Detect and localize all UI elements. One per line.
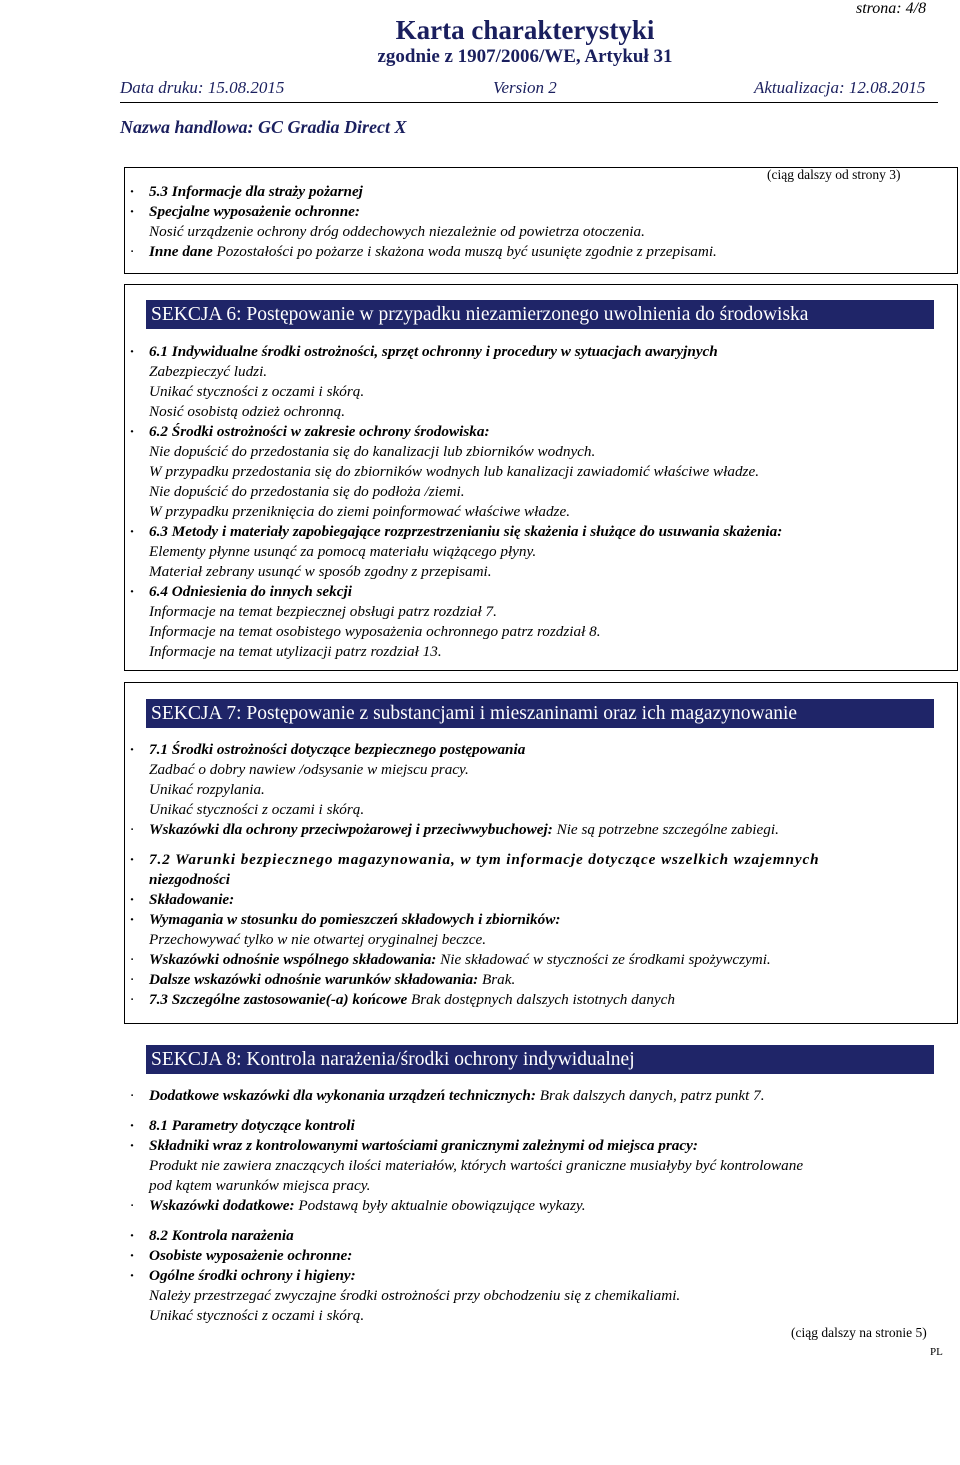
- product-name: Nazwa handlowa: GC Gradia Direct X: [120, 117, 407, 137]
- section-6-2-heading: 6.2 Środki ostrożności w zakresie ochrony środowiska:: [149, 423, 490, 440]
- section-6-banner: SEKCJA 6: Postępowanie w przypadku niezamierzonego uwolnienia do środowiska: [146, 300, 934, 329]
- section-6-3-heading: 6.3 Metody i materiały zapobiegające rozprzestrzenianiu się skażenia i służące do usuwania skażenia:: [149, 523, 783, 540]
- special-equipment-label: Specjalne wyposażenie ochronne:: [149, 203, 360, 220]
- section-6-text: Informacje na temat bezpiecznej obsługi patrz rozdział 7.: [149, 603, 497, 620]
- section-7-content: · 7.1 Środki ostrożności dotyczące bezpiecznego postępowania Zadbać o dobry nawiew /odsysanie w miejscu pracy. Unikać rozpylania. Unikać styczności z oczami i skórą. · Wskazówki dla ochrony przeciwpożarowej i przeciwwybuchowej: Nie są potrzebne szczególne zabiegi. · 7.2 Warunki bezpiecznego magazynowania, w tym informacje dotyczące wszelkich wzajemnych niezgodności · Składowanie: · Wymagania w stosunku do pomieszczeń składowych i zbiorników: Przechowywać tylko w nie otwartej oryginalnej beczce. · Wskazówki odnośnie wspólnego składowania: Nie składować w styczności ze środkami spożywczymi. · Dalsze wskazówki odnośnie warunków składowania: Brak. · 7.3 Szczególne zastosowanie(-a) końcowe Brak dostępnych dalszych istotnych danych: [130, 741, 820, 1008]
- header-divider: [120, 102, 938, 103]
- section-7-text: Unikać styczności z oczami i skórą.: [149, 801, 365, 818]
- section-6-text: Nosić osobistą odzież ochronną.: [149, 403, 346, 420]
- section-6-text: Nie dopuścić do przedostania się do kanalizacji lub zbiorników wodnych.: [149, 443, 596, 460]
- continued-on: (ciąg dalszy na stronie 5): [791, 1325, 927, 1340]
- other-data-text: Pozostałości po pożarze i skażona woda muszą być usunięte zgodnie z przepisami.: [212, 243, 717, 260]
- section-5-text: Nosić urządzenie ochrony dróg oddechowych niezależnie od powietrza otoczenia.: [149, 223, 645, 240]
- further-storage-text: Brak.: [478, 971, 516, 988]
- section-7-text: Zadbać o dobry nawiew /odsysanie w miejscu pracy.: [149, 761, 469, 778]
- section-7-3-heading: 7.3 Szczególne zastosowanie(-a) końcowe: [149, 991, 408, 1008]
- joint-storage-text: Nie składować w styczności ze środkami spożywczymi.: [436, 951, 771, 968]
- storage-label: Składowanie:: [149, 891, 235, 908]
- section-6-4-heading: 6.4 Odniesienia do innych sekcji: [149, 583, 352, 600]
- section-6-text: Informacje na temat utylizacji patrz rozdział 13.: [149, 643, 442, 660]
- technical-notes-text: Brak dalszych danych, patrz punkt 7.: [535, 1087, 765, 1104]
- section-6-text: Informacje na temat osobistego wyposażenia ochronnego patrz rozdział 8.: [149, 623, 601, 640]
- section-6-text: Zabezpieczyć ludzi.: [149, 363, 268, 380]
- section-6-text: Unikać styczności z oczami i skórą.: [149, 383, 365, 400]
- section-8-text: Należy przestrzegać zwyczajne środki ostrożności przy obchodzeniu się z chemikaliami.: [149, 1287, 681, 1304]
- joint-storage-label: Wskazówki odnośnie wspólnego składowania:: [149, 951, 437, 968]
- further-storage-label: Dalsze wskazówki odnośnie warunków składowania:: [149, 971, 479, 988]
- section-8-2-heading: 8.2 Kontrola narażenia: [149, 1227, 294, 1244]
- document-title: Karta charakterystyki: [395, 15, 655, 45]
- additional-notes-label: Wskazówki dodatkowe:: [149, 1197, 295, 1214]
- section-8-text: pod kątem warunków miejsca pracy.: [149, 1177, 371, 1194]
- fire-protection-text: Nie są potrzebne szczególne zabiegi.: [552, 821, 779, 838]
- ppe-label: Osobiste wyposażenie ochronne:: [149, 1247, 353, 1264]
- section-7-1-heading: 7.1 Środki ostrożności dotyczące bezpiecznego postępowania: [149, 741, 526, 758]
- version: Version 2: [493, 78, 557, 97]
- section-5-content: · 5.3 Informacje dla straży pożarnej · Specjalne wyposażenie ochronne: Nosić urządzenie ochrony dróg oddechowych niezależnie od powietrza otoczenia. · Inne dane Pozostałości po pożarze i skażona woda muszą być usunięte zgodnie z przepisami.: [130, 183, 717, 260]
- section-8-content: · Dodatkowe wskazówki dla wykonania urządzeń technicznych: Brak dalszych danych, patrz punkt 7. · 8.1 Parametry dotyczące kontroli · Składniki wraz z kontrolowanymi wartościami granicznymi zależnymi od miejsca pracy: Produkt nie zawiera znaczących ilości materiałów, których wartości graniczne musiałyby być kontrolowane pod kątem warunków miejsca pracy. · Wskazówki dodatkowe: Podstawą były aktualnie obowiązujące wykazy. · 8.2 Kontrola narażenia · Osobiste wyposażenie ochronne: · Ogólne środki ochrony i higieny: Należy przestrzegać zwyczajne środki ostrożności przy obchodzeniu się z chemikaliami. Unikać styczności z oczami i skórą.: [130, 1087, 804, 1324]
- additional-notes-text: Podstawą były aktualnie obowiązujące wykazy.: [294, 1197, 586, 1214]
- section-8-text: Unikać styczności z oczami i skórą.: [149, 1307, 365, 1324]
- section-6-text: W przypadku przedostania się do zbiorników wodnych lub kanalizacji zawiadomić właściwe władze.: [149, 463, 759, 480]
- update-date: Aktualizacja: 12.08.2015: [754, 78, 926, 97]
- technical-notes-label: Dodatkowe wskazówki dla wykonania urządzeń technicznych:: [149, 1087, 536, 1104]
- storage-requirements-text: Przechowywać tylko w nie otwartej oryginalnej beczce.: [149, 931, 486, 948]
- section-6-text: Materiał zebrany usunąć w sposób zgodny z przepisami.: [149, 563, 492, 580]
- section-7-3-text: Brak dostępnych dalszych istotnych danych: [407, 991, 676, 1008]
- section-8-banner: SEKCJA 8: Kontrola narażenia/środki ochrony indywidualnej: [146, 1045, 934, 1074]
- section-8-text: Produkt nie zawiera znaczących ilości materiałów, których wartości graniczne musiałyby być kontrolowane: [149, 1157, 804, 1174]
- section-6-text: Nie dopuścić do przedostania się do podłoża /ziemi.: [149, 483, 465, 500]
- other-data-label: Inne dane: [149, 243, 213, 260]
- section-7-2-heading: 7.2 Warunki bezpiecznego magazynowania, w tym informacje dotyczące wszelkich wzajemnych: [149, 851, 820, 868]
- section-8-1-heading: 8.1 Parametry dotyczące kontroli: [149, 1117, 355, 1134]
- section-7-banner: SEKCJA 7: Postępowanie z substancjami i mieszaninami oraz ich magazynowanie: [146, 699, 934, 728]
- storage-requirements-label: Wymagania w stosunku do pomieszczeń składowych i zbiorników:: [149, 911, 561, 928]
- hygiene-label: Ogólne środki ochrony i higieny:: [149, 1267, 356, 1284]
- document-subtitle: zgodnie z 1907/2006/WE, Artykuł 31: [377, 46, 673, 67]
- section-7-2-heading-cont: niezgodności: [149, 871, 231, 888]
- components-label: Składniki wraz z kontrolowanymi wartościami granicznymi zależnymi od miejsca pracy:: [149, 1137, 698, 1154]
- section-5-3-heading: 5.3 Informacje dla straży pożarnej: [149, 183, 363, 200]
- language-code: PL: [930, 1346, 943, 1358]
- fire-protection-label: Wskazówki dla ochrony przeciwpożarowej i przeciwwybuchowej:: [149, 821, 553, 838]
- page-number: strona: 4/8: [856, 0, 927, 17]
- print-date: Data druku: 15.08.2015: [120, 78, 285, 97]
- section-6-text: Elementy płynne usunąć za pomocą materiału wiążącego płyny.: [149, 543, 537, 560]
- section-6-content: · 6.1 Indywidualne środki ostrożności, sprzęt ochronny i procedury w sytuacjach awaryjnych Zabezpieczyć ludzi. Unikać styczności z oczami i skórą. Nosić osobistą odzież ochronną. · 6.2 Środki ostrożności w zakresie ochrony środowiska: Nie dopuścić do przedostania się do kanalizacji lub zbiorników wodnych. W przypadku przedostania się do zbiorników wodnych lub kanalizacji zawiadomić właściwe władze. Nie dopuścić do przedostania się do podłoża /ziemi. W przypadku przeniknięcia do ziemi poinformować właściwe władze. · 6.3 Metody i materiały zapobiegające rozprzestrzenianiu się skażenia i służące do usuwania skażenia: Elementy płynne usunąć za pomocą materiału wiążącego płyny. Materiał zebrany usunąć w sposób zgodny z przepisami. · 6.4 Odniesienia do innych sekcji Informacje na temat bezpiecznej obsługi patrz rozdział 7. Informacje na temat osobistego wyposażenia ochronnego patrz rozdział 8. Informacje na temat utylizacji patrz rozdział 13.: [130, 343, 783, 660]
- section-7-text: Unikać rozpylania.: [149, 781, 265, 798]
- section-6-1-heading: 6.1 Indywidualne środki ostrożności, sprzęt ochronny i procedury w sytuacjach awaryjnych: [149, 343, 718, 360]
- continued-from: (ciąg dalszy od strony 3): [767, 167, 901, 182]
- section-6-text: W przypadku przeniknięcia do ziemi poinformować właściwe władze.: [149, 503, 570, 520]
